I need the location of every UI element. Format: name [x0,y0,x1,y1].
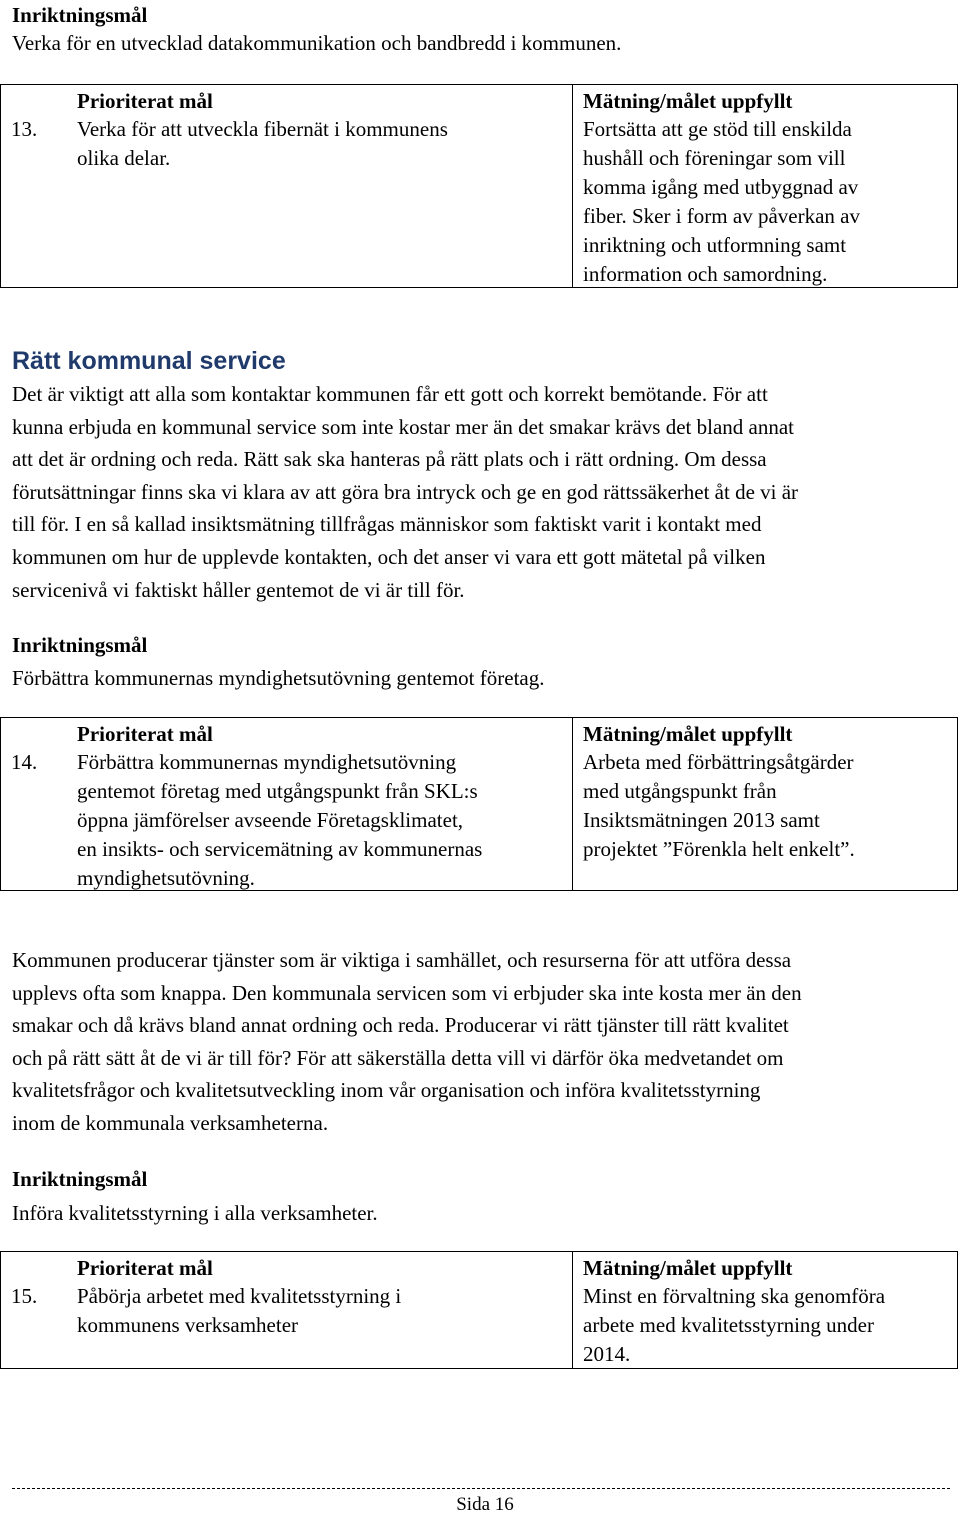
column-header-measure: Mätning/målet uppfyllt [583,1256,793,1280]
section-text: Förbättra kommunernas myndighetsutövning gentemot företag. [12,666,545,690]
column-header-goal: Prioriterat mål [77,89,213,113]
measure-text: Fortsätta att ge stöd till enskilda hushåll och föreningar som vill komma igång med utbyggnad av fiber. Sker i form av påverkan av inriktning och utformning samt information och samordning. [583,117,860,286]
section-title: Rätt kommunal service [12,347,286,375]
goal-table-15 [0,1251,958,1369]
footer-divider [12,1488,950,1489]
section-heading: Inriktningsmål [12,3,148,27]
column-header-goal: Prioriterat mål [77,722,213,746]
column-header-measure: Mätning/målet uppfyllt [583,722,793,746]
goal-table-13 [0,84,958,288]
goal-number: 15. [11,1284,38,1308]
column-header-measure: Mätning/målet uppfyllt [583,89,793,113]
section-heading: Inriktningsmål [12,633,148,657]
column-header-goal: Prioriterat mål [77,1256,213,1280]
section-text: Verka för en utvecklad datakommunikation och bandbredd i kommunen. [12,31,622,55]
service-paragraph: Det är viktigt att alla som kontaktar kommunen får ett gott och korrekt bemötande. För att kunna erbjuda en kommunal service som inte kostar mer än det smakar krävs det bland annat att det är ordning och reda. Rätt sak ska hanteras på rätt plats och i rätt ordning. Om dessa förutsättningar finns ska vi klara av att göra bra intryck och ge en god rättssäkerhet åt de vi är till för. I en så kallad insiktsmätning tillfrågas människor som faktiskt varit i kontakt med kommunen om hur de upplevde kontakten, och det anser vi vara ett gott mätetal på vilken servicenivå vi faktiskt håller gentemot de vi är till för. [12,382,799,602]
goal-table-14 [0,717,958,891]
goal-text: Påbörja arbetet med kvalitetsstyrning i kommunens verksamheter [77,1284,402,1337]
measure-text: Minst en förvaltning ska genomföra arbete med kvalitetsstyrning under 2014. [583,1284,886,1366]
page-number: Sida 16 [456,1494,514,1515]
goal-number: 14. [11,750,38,774]
section-text: Införa kvalitetsstyrning i alla verksamheter. [12,1201,378,1225]
goal-text: Förbättra kommunernas myndighetsutövning gentemot företag med utgångspunkt från SKL:s öppna jämförelser avseende Företagsklimatet, en insikts- och servicemätning av kommunernas myndighetsutövning. [77,750,483,890]
quality-paragraph: Kommunen producerar tjänster som är viktiga i samhället, och resurserna för att utföra dessa upplevs ofta som knappa. Den kommunala servicen som vi erbjuder ska inte kosta mer än den smakar och då krävs bland annat ordning och reda. Producerar vi rätt tjänster till rätt kvalitet och på rätt sätt åt de vi är till för? För att säkerställa detta vill vi därför öka medvetandet om kvalitetsfrågor och kvalitetsutveckling inom vår organisation och införa kvalitetsstyrning inom de kommunala verksamheterna. [12,948,802,1135]
section-heading: Inriktningsmål [12,1167,148,1191]
goal-text: Verka för att utveckla fibernät i kommunens olika delar. [77,117,448,170]
measure-text: Arbeta med förbättringsåtgärder med utgångspunkt från Insiktsmätningen 2013 samt projektet ”Förenkla helt enkelt”. [583,750,855,861]
goal-number: 13. [11,117,38,141]
